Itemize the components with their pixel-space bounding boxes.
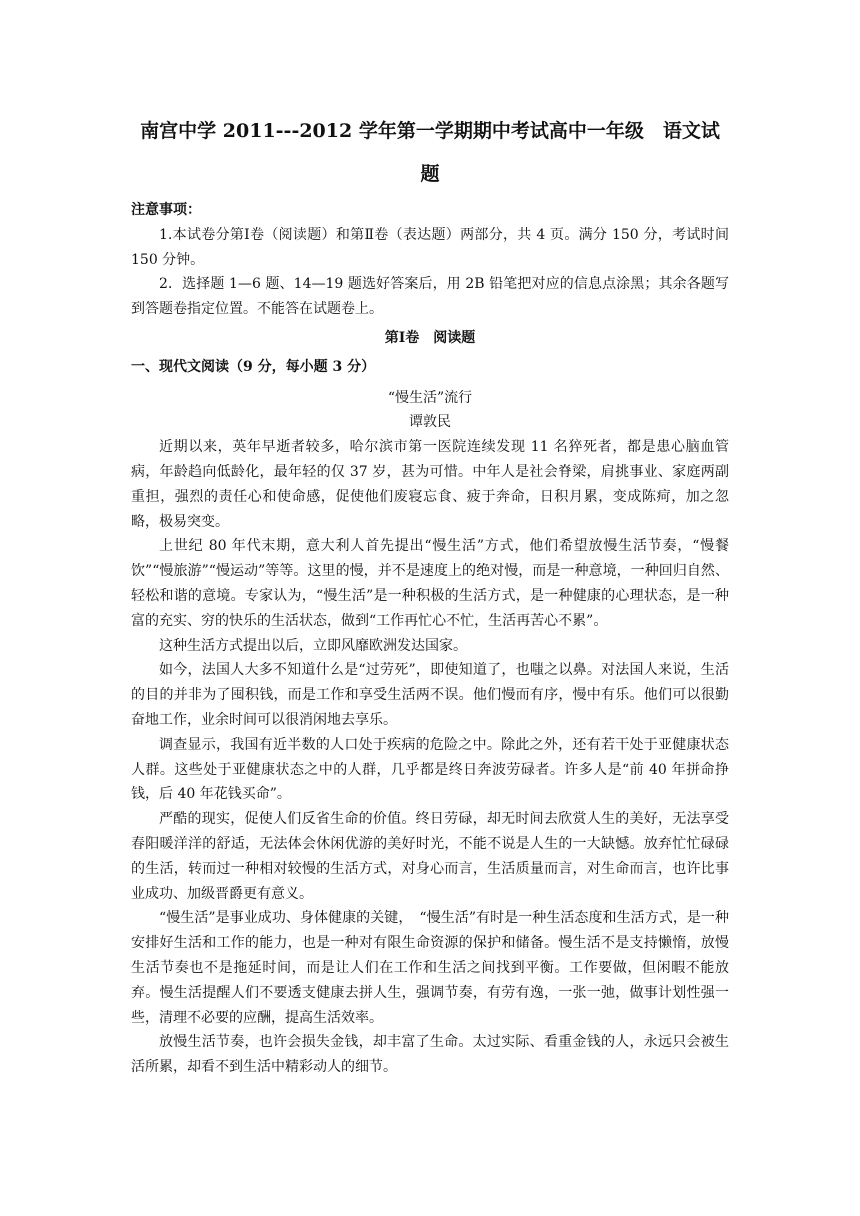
- article-paragraph: 放慢生活节奏，也许会损失金钱，却丰富了生命。太过实际、看重金钱的人，永远只会被生活所累，却看不到生活中精彩动人的细节。: [131, 1034, 729, 1076]
- notice-item-2: 2．选择题 1—6 题、14—19 题选好答案后，用 2B 铅笔把对应的信息点涂黑；其余各题写到答题卷指定位置。不能答在试题卷上。: [131, 276, 729, 318]
- exam-title-line1: 南宫中学 2011---2012 学年第一学期期中考试高中一年级 语文试: [140, 120, 720, 142]
- article-paragraph: 近期以来，英年早逝者较多，哈尔滨市第一医院连续发现 11 名猝死者，都是患心脑血管病，年龄趋向低龄化，最年轻的仅 37 岁，甚为可惜。中年人是社会脊梁，肩挑事业、家庭两副重担，强烈的责任心和使命感，促使他们废寝忘食、疲于奔命，日积月累，变成陈疴，加之忽略，极易突变。: [131, 439, 729, 530]
- part1-title: 第Ⅰ卷 阅读题: [384, 329, 476, 346]
- section1-heading: 一、现代文阅读（9 分，每小题 3 分）: [131, 358, 376, 375]
- exam-title-line2: 题: [420, 163, 440, 185]
- article-paragraph: 上世纪 80 年代末期，意大利人首先提出“慢生活”方式，他们希望放慢生活节奏，“慢餐饮”“慢旅游”“慢运动”等等。这里的慢，并不是速度上的绝对慢，而是一种意境，一种回归自然、轻松和谐的意境。专家认为，“慢生活”是一种积极的生活方式，是一种健康的心理状态，是一种富的充实、穷的快乐的生活状态，做到“工作再忙心不忙，生活再苦心不累”。: [131, 538, 729, 629]
- article-paragraph: 如今，法国人大多不知道什么是“过劳死”，即使知道了，也嗤之以鼻。对法国人来说，生活的目的并非为了囤积钱，而是工作和享受生活两不误。他们慢而有序，慢中有乐。他们可以很勤奋地工作，业余时间可以很消闲地去享乐。: [131, 662, 729, 728]
- exam-content: [131, 198, 729, 1080]
- notice-heading: 注意事项：: [131, 202, 201, 218]
- article-paragraph: “慢生活”是事业成功、身体健康的关键， “慢生活”有时是一种生活态度和生活方式，是一种安排好生活和工作的能力，也是一种对有限生命资源的保护和储备。慢生活不是支持懒惰，放慢生活节奏也不是拖延时间，而是让人们在工作和生活之间找到平衡。工作要做，但闲暇不能放弃。慢生活提醒人们不要透支健康去拼人生，强调节奏，有劳有逸，一张一弛，做事计划性强一些，清理不必要的应酬，提高生活效率。: [131, 910, 729, 1026]
- notice-item-1: 1.本试卷分第Ⅰ卷（阅读题）和第Ⅱ卷（表达题）两部分，共 4 页。满分 150 分，考试时间 150 分钟。: [131, 226, 729, 268]
- article-title: “慢生活”流行: [387, 389, 473, 406]
- article-paragraph: 这种生活方式提出以后，立即风靡欧洲发达国家。: [159, 637, 467, 654]
- article-paragraph: 调查显示，我国有近半数的人口处于疾病的危险之中。除此之外，还有若干处于亚健康状态人群。这些处于亚健康状态之中的人群，几乎都是终日奔波劳碌者。许多人是“前 40 年拼命挣钱，后 40 年花钱买命”。: [131, 736, 729, 803]
- article-author: 谭敦民: [409, 414, 451, 431]
- article-paragraph: 严酷的现实，促使人们反省生命的价值。终日劳碌，却无时间去欣赏人生的美好，无法享受春阳暖洋洋的舒适，无法体会休闲优游的美好时光，不能不说是人生的一大缺憾。放弃忙忙碌碌的生活，转而过一种相对较慢的生活方式，对身心而言，生活质量而言，对生命而言，也许比事业成功、加级晋爵更有意义。: [131, 811, 729, 902]
